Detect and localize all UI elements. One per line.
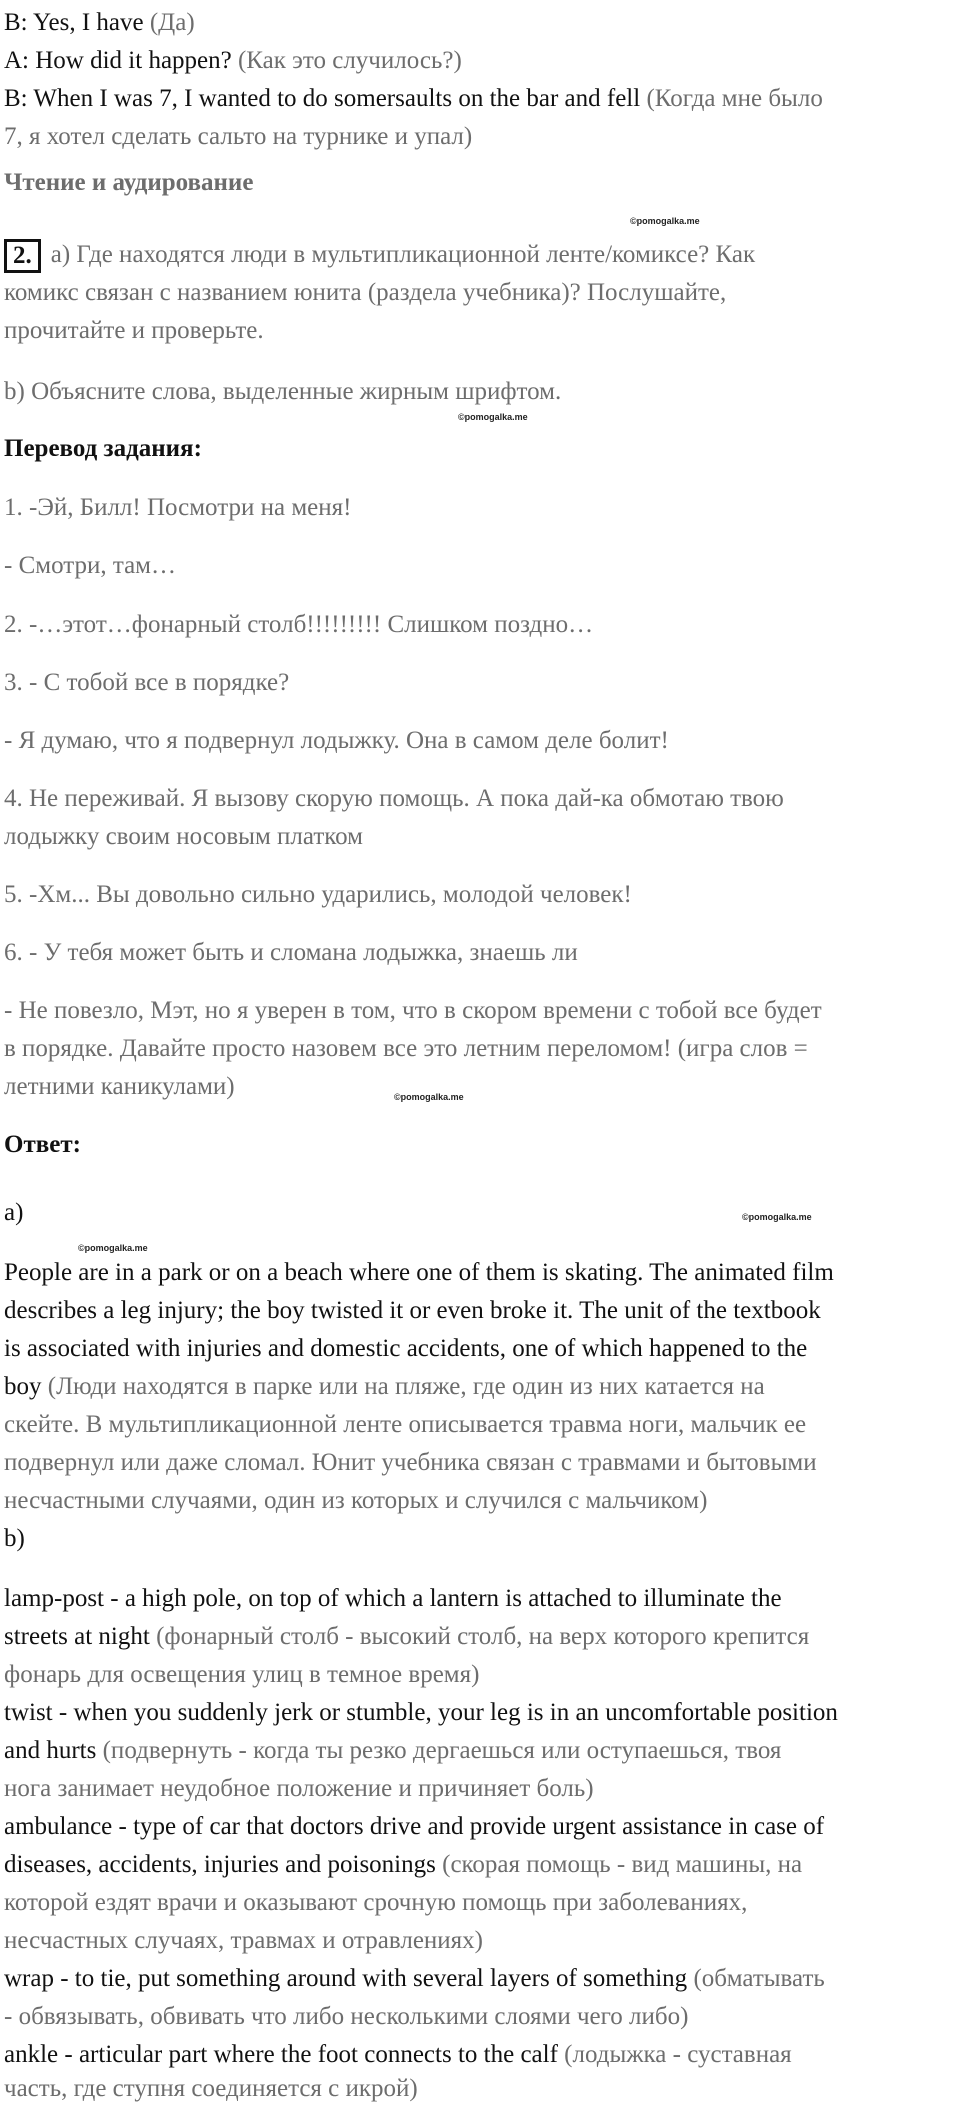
- vocab-ankle: [4, 2036, 792, 2074]
- task-a-line-1: [4, 236, 755, 274]
- dialog-line-4: 7, я хотел сделать сальто на турнике и упал): [4, 123, 473, 150]
- vocab-ru: (подвернуть - когда ты резко дергаешься или оступаешься, твоя: [96, 1737, 782, 1764]
- answer-a-line: скейте. В мультипликационной ленте описывается травма ноги, мальчик ее: [4, 1411, 807, 1438]
- watermark: ©pomogalka.me: [78, 1243, 148, 1253]
- translation-line: - Я думаю, что я подвернул лодыжку. Она в самом деле болит!: [4, 727, 669, 754]
- answer-heading: Ответ:: [4, 1131, 81, 1158]
- task-b-line: b) Объясните слова, выделенные жирным шрифтом.: [4, 378, 562, 405]
- translation-line: летними каникулами): [4, 1073, 235, 1100]
- translation-line: 5. -Хм... Вы довольно сильно ударились, молодой человек!: [4, 881, 632, 908]
- answer-a-line: People are in a park or on a beach where one of them is skating. The animated film: [4, 1259, 834, 1286]
- dialog-line-2-en: A: How did it happen?: [4, 47, 232, 74]
- answer-a-label: a): [4, 1199, 24, 1226]
- vocab-lamp-post-ru: фонарь для освещения улиц в темное время): [4, 1661, 480, 1688]
- vocab-twist-cont: [4, 1732, 781, 1770]
- vocab-twist: twist - when you suddenly jerk or stumble, your leg is in an uncomfortable position: [4, 1699, 838, 1726]
- vocab-ambulance-cont: [4, 1846, 802, 1884]
- task-a-line-2: комикс связан с названием юнита (раздела учебника)? Послушайте,: [4, 279, 727, 306]
- answer-a-line: несчастными случаями, один из которых и случился с мальчиком): [4, 1487, 708, 1514]
- answer-a-line-ru: (Люди находятся в парке или на пляже, где один из них катается на: [41, 1373, 765, 1400]
- watermark: ©pomogalka.me: [458, 412, 528, 422]
- answer-a-line: describes a leg injury; the boy twisted it or even broke it. The unit of the textbook: [4, 1297, 821, 1324]
- dialog-line-2-ru: (Как это случилось?): [231, 47, 462, 74]
- task-a-text-1: a) Где находятся люди в мультипликационной ленте/комиксе? Как: [50, 241, 756, 268]
- answer-b-label: b): [4, 1525, 25, 1552]
- dialog-line-2: [4, 42, 462, 80]
- vocab-en: diseases, accidents, injuries and poisonings: [4, 1851, 436, 1878]
- translation-line: в порядке. Давайте просто назовем все это летним переломом! (игра слов =: [4, 1035, 808, 1062]
- vocab-ambulance-ru: которой ездят врачи и оказывают срочную помощь при заболеваниях,: [4, 1889, 748, 1916]
- watermark: ©pomogalka.me: [394, 1092, 464, 1102]
- dialog-line-1: [4, 4, 195, 42]
- watermark: ©pomogalka.me: [630, 216, 700, 226]
- task-number-badge: 2.: [4, 239, 41, 273]
- translation-line: - Смотри, там…: [4, 552, 176, 579]
- vocab-wrap: [4, 1960, 825, 1998]
- vocab-en: and hurts: [4, 1737, 97, 1764]
- translation-line: 4. Не переживай. Я вызову скорую помощь. А пока дай-ка обмотаю твою: [4, 785, 784, 812]
- translation-line: лодыжку своим носовым платком: [4, 823, 363, 850]
- dialog-line-1-en: B: Yes, I have: [4, 9, 144, 36]
- vocab-en: ankle - articular part where the foot connects to the calf: [4, 2041, 558, 2068]
- section-title: Чтение и аудирование: [4, 169, 254, 196]
- dialog-line-1-ru: (Да): [143, 9, 195, 36]
- vocab-ambulance: ambulance - type of car that doctors drive and provide urgent assistance in case of: [4, 1813, 825, 1840]
- vocab-en: wrap - to tie, put something around with several layers of something: [4, 1965, 688, 1992]
- vocab-en: streets at night: [4, 1623, 150, 1650]
- vocab-ambulance-ru: несчастных случаях, травмах и отравлениях): [4, 1927, 484, 1954]
- vocab-lamp-post: lamp-post - a high pole, on top of which a lantern is attached to illuminate the: [4, 1585, 782, 1612]
- watermark: ©pomogalka.me: [742, 1212, 812, 1222]
- vocab-ru: (лодыжка - суставная: [557, 2041, 792, 2068]
- vocab-ankle-ru: часть, где ступня соединяется с икрой): [4, 2075, 418, 2102]
- task-a-line-3: прочитайте и проверьте.: [4, 317, 264, 344]
- vocab-ru: (обматывать: [687, 1965, 825, 1992]
- translation-line: 6. - У тебя может быть и сломана лодыжка, знаешь ли: [4, 939, 578, 966]
- dialog-line-3-en: B: When I was 7, I wanted to do somersaults on the bar and fell: [4, 85, 641, 112]
- translation-heading: Перевод задания:: [4, 435, 202, 462]
- answer-a-line: is associated with injuries and domestic accidents, one of which happened to the: [4, 1335, 808, 1362]
- translation-line: 2. -…этот…фонарный столб!!!!!!!!! Слишком поздно…: [4, 611, 594, 638]
- dialog-line-3-ru: (Когда мне было: [640, 85, 823, 112]
- vocab-twist-ru: нога занимает неудобное положение и причиняет боль): [4, 1775, 594, 1802]
- answer-a-line: подвернул или даже сломал. Юнит учебника связан с травмами и бытовыми: [4, 1449, 817, 1476]
- translation-line: 1. -Эй, Билл! Посмотри на меня!: [4, 494, 352, 521]
- translation-line: 3. - С тобой все в порядке?: [4, 669, 290, 696]
- vocab-ru: (фонарный столб - высокий столб, на верх которого крепится: [149, 1623, 810, 1650]
- answer-a-line-en: boy: [4, 1373, 42, 1400]
- vocab-wrap-ru: - обвязывать, обвивать что либо несколькими слоями чего либо): [4, 2003, 689, 2030]
- answer-a-line: [4, 1368, 765, 1406]
- dialog-line-3: [4, 80, 823, 118]
- vocab-lamp-post-cont: [4, 1618, 809, 1656]
- translation-line: - Не повезло, Мэт, но я уверен в том, что в скором времени с тобой все будет: [4, 997, 822, 1024]
- vocab-ru: (скорая помощь - вид машины, на: [435, 1851, 803, 1878]
